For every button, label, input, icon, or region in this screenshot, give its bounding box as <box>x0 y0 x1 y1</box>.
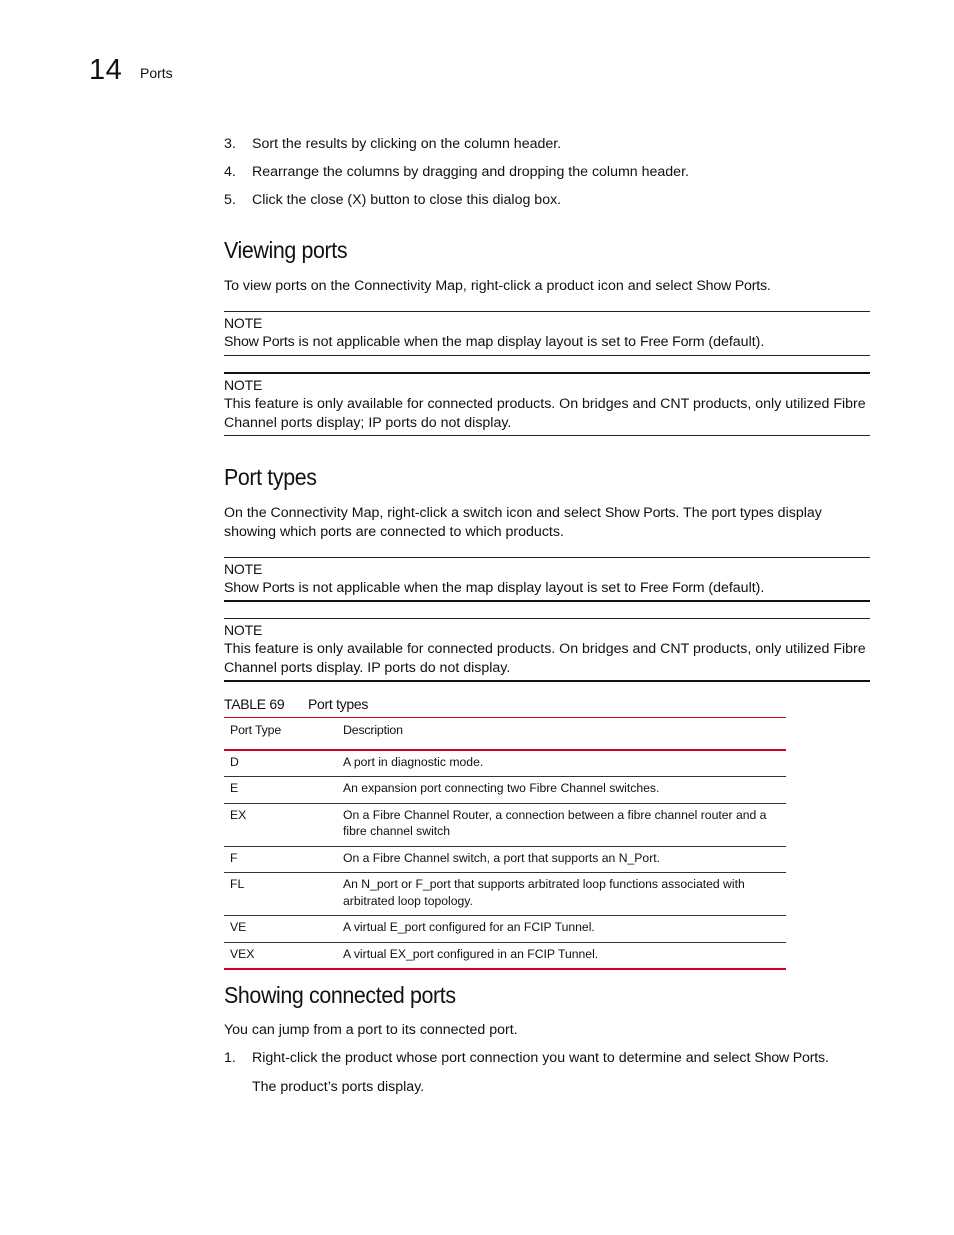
ui-term-show-ports: Show Ports <box>754 1050 825 1066</box>
chapter-number: 14 <box>89 54 123 86</box>
step-text <box>252 1049 872 1068</box>
ui-term-free-form: Free Form <box>639 580 705 596</box>
note-rule-top <box>224 557 870 558</box>
para-text: To view ports on the Connectivity Map, right-click a product icon and select <box>224 278 697 294</box>
port-types-paragraph <box>224 504 870 542</box>
note-label: NOTE <box>224 315 263 331</box>
ui-term-show-ports: Show Ports <box>604 505 676 521</box>
note-box <box>224 621 870 678</box>
cell-port-type: D <box>230 754 239 769</box>
note-label: NOTE <box>224 622 263 638</box>
table-caption <box>224 695 368 714</box>
step-text: Rearrange the columns by dragging and dropping the column header. <box>252 164 689 180</box>
chapter-title: Ports <box>140 65 173 81</box>
port-types-table <box>224 717 786 970</box>
cell-port-type: E <box>230 781 239 795</box>
heading-port-types: Port types <box>224 464 317 490</box>
step-text: Sort the results by clicking on the column header. <box>252 136 562 152</box>
note-label: NOTE <box>224 561 263 577</box>
para-text: . <box>766 278 771 294</box>
cell-description: On a Fibre Channel Router, a connection between a fibre channel router and a fibre channel switch <box>343 807 767 838</box>
note-text <box>224 333 870 352</box>
cell-port-type: EX <box>230 807 247 822</box>
ui-term-show-ports: Show Ports <box>696 278 767 294</box>
cell-description: A virtual EX_port configured in an FCIP Tunnel. <box>343 946 599 961</box>
note-text: This feature is only available for connected products. On bridges and CNT products, only utilized Fibre Channel ports display. IP ports do not display. <box>224 641 866 676</box>
step-number: 4. <box>224 164 236 180</box>
note-rule-top <box>224 311 870 312</box>
ui-term-show-ports: Show Ports <box>224 334 295 350</box>
step-text-part: . <box>824 1050 829 1066</box>
cell-description: A port in diagnostic mode. <box>343 754 484 769</box>
note-box <box>224 314 870 352</box>
note-rule-bottom <box>224 355 870 356</box>
note-text <box>224 579 870 598</box>
table-row <box>224 916 786 943</box>
note-rule-bottom <box>224 680 870 682</box>
cell-port-type: F <box>230 850 238 865</box>
table-caption-title: Port types <box>308 696 369 712</box>
table-caption-label: TABLE 69 <box>224 696 285 712</box>
table-row <box>224 750 786 777</box>
table-row <box>224 873 786 916</box>
table-row <box>224 803 786 846</box>
note-box <box>224 560 870 598</box>
ui-term-show-ports: Show Ports <box>224 580 295 596</box>
step-text: Click the close (X) button to close this dialog box. <box>252 192 562 208</box>
note-text-part: is not applicable when the map display layout is set to <box>294 580 640 596</box>
viewing-ports-paragraph <box>224 277 870 296</box>
note-rule-bottom <box>224 600 870 602</box>
note-text-part: (default). <box>704 334 765 350</box>
showing-connected-paragraph: You can jump from a port to its connected port. <box>224 1022 518 1038</box>
cell-description: An expansion port connecting two Fibre Channel switches. <box>343 781 660 795</box>
cell-description: An N_port or F_port that supports arbitrated loop functions associated with arbitrated loop topology. <box>343 877 745 908</box>
step-result: The product’s ports display. <box>252 1079 425 1095</box>
note-rule-top <box>224 372 870 374</box>
cell-port-type: FL <box>230 877 245 891</box>
column-header-port-type: Port Type <box>230 723 282 737</box>
cell-description: A virtual E_port configured for an FCIP Tunnel. <box>343 920 595 934</box>
note-box <box>224 376 870 433</box>
note-label: NOTE <box>224 377 263 393</box>
table-header-row <box>224 718 786 750</box>
table-row <box>224 942 786 969</box>
note-text: This feature is only available for connected products. On bridges and CNT products, only utilized Fibre Channel ports display; IP ports do not display. <box>224 396 866 431</box>
para-text: On the Connectivity Map, right-click a switch icon and select <box>224 505 605 521</box>
heading-showing-connected-ports: Showing connected ports <box>224 982 456 1008</box>
step-text-part: Right-click the product whose port connection you want to determine and select <box>252 1050 755 1066</box>
step-number: 5. <box>224 192 236 208</box>
note-text-part: (default). <box>704 580 765 596</box>
step-number: 3. <box>224 136 236 152</box>
cell-port-type: VE <box>230 920 247 934</box>
para-text: . The port types display showing which ports are connected to which products. <box>224 505 822 540</box>
note-rule-bottom <box>224 435 870 436</box>
note-text-part: is not applicable when the map display layout is set to <box>294 334 640 350</box>
note-rule-top <box>224 618 870 619</box>
step-number: 1. <box>224 1050 236 1066</box>
heading-viewing-ports: Viewing ports <box>224 237 348 263</box>
table-row <box>224 777 786 804</box>
cell-description: On a Fibre Channel switch, a port that supports an N_Port. <box>343 850 661 865</box>
table-row <box>224 846 786 873</box>
cell-port-type: VEX <box>230 946 255 961</box>
ui-term-free-form: Free Form <box>639 334 705 350</box>
column-header-description: Description <box>343 723 403 737</box>
